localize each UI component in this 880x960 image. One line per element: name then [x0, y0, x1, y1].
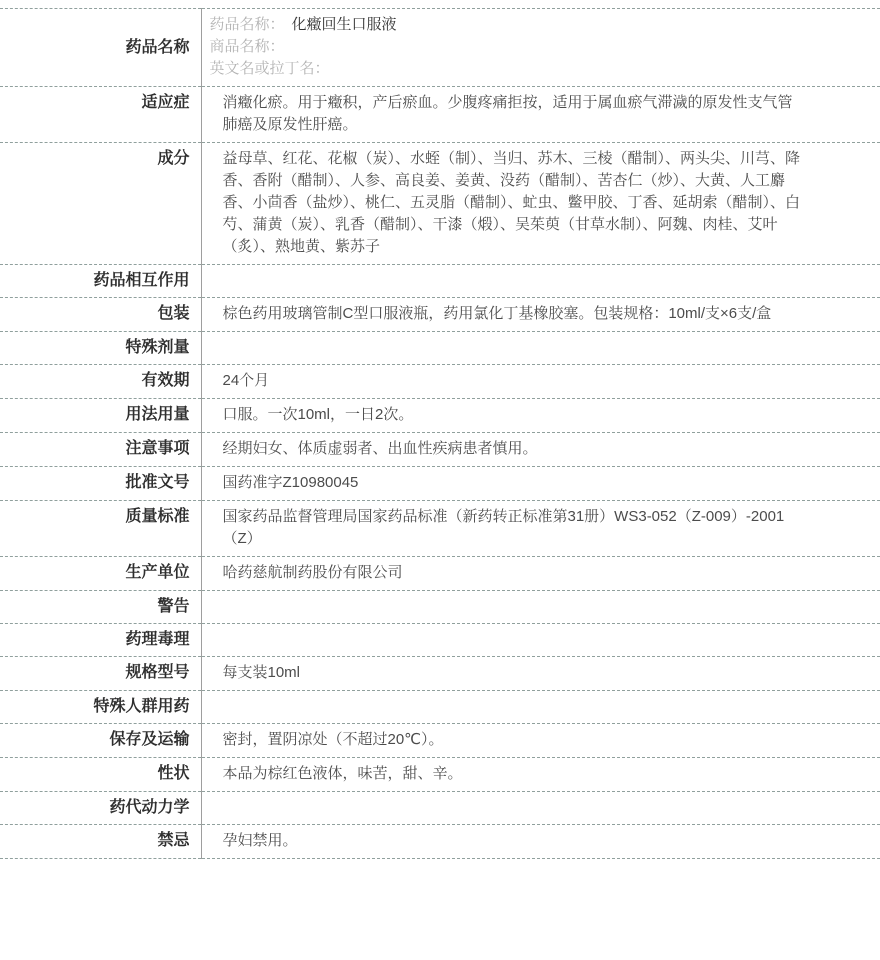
table-row: [0, 724, 880, 758]
row-value: 经期妇女、体质虚弱者、出血性疾病患者慎用。: [201, 433, 880, 467]
row-label: 药品相互作用: [0, 265, 201, 298]
table-row: [0, 143, 880, 265]
row-label: 成分: [0, 143, 201, 265]
row-label: 特殊人群用药: [0, 691, 201, 724]
row-label: 有效期: [0, 365, 201, 399]
table-row: [0, 87, 880, 143]
row-value: 哈药慈航制药股份有限公司: [201, 557, 880, 591]
trade-name-label: 商品名称：: [209, 38, 285, 55]
table-row: [0, 365, 880, 399]
row-value: 本品为棕红色液体，味苦，甜、辛。: [201, 758, 880, 792]
table-row: [0, 792, 880, 825]
table-row: [0, 265, 880, 298]
table-row: [0, 758, 880, 792]
row-value: 益母草、红花、花椒（炭）、水蛭（制）、当归、苏木、三棱（醋制）、两头尖、川芎、降香、香附（醋制）、人参、高良姜、姜黄、没药（醋制）、苦杏仁（炒）、大黄、人工麝香、小茴香（盐炒）、桃仁、五灵脂（醋制）、虻虫、鳖甲胶、丁香、延胡索（醋制）、白芍、蒲黄（炭）、乳香（醋制）、干漆（煅）、吴茱萸（甘草水制）、阿魏、肉桂、艾叶（炙）、熟地黄、紫苏子: [201, 143, 880, 265]
table-row: [0, 9, 880, 87]
row-label: 药品名称: [0, 9, 201, 87]
generic-name-value: 化癥回生口服液: [291, 16, 397, 33]
row-label: 适应症: [0, 87, 201, 143]
row-value: 每支装10ml: [201, 657, 880, 691]
row-label: 质量标准: [0, 501, 201, 557]
row-label: 禁忌: [0, 825, 201, 859]
row-label: 特殊剂量: [0, 332, 201, 365]
row-label: 规格型号: [0, 657, 201, 691]
table-row: [0, 825, 880, 859]
row-value: [201, 265, 880, 298]
row-value: 孕妇禁用。: [201, 825, 880, 859]
row-label: 批准文号: [0, 467, 201, 501]
row-value: 国药准字Z10980045: [201, 467, 880, 501]
row-value: 24个月: [201, 365, 880, 399]
row-value: 国家药品监督管理局国家药品标准（新药转正标准第31册）WS3-052（Z-009）-2001（Z）: [201, 501, 880, 557]
row-value: 口服。一次10ml，一日2次。: [201, 399, 880, 433]
generic-name-label: 药品名称：: [209, 16, 285, 33]
row-label: 性状: [0, 758, 201, 792]
row-value: 密封，置阴凉处（不超过20℃）。: [201, 724, 880, 758]
table-row: [0, 591, 880, 624]
table-row: [0, 467, 880, 501]
row-label: 生产单位: [0, 557, 201, 591]
row-label: 保存及运输: [0, 724, 201, 758]
table-row: [0, 501, 880, 557]
table-row: [0, 399, 880, 433]
row-label: 警告: [0, 591, 201, 624]
drug-name-cell: [201, 9, 880, 87]
row-value: [201, 691, 880, 724]
drug-info-table: [0, 8, 880, 859]
row-value: [201, 332, 880, 365]
generic-name-line: [210, 14, 806, 36]
english-name-label: 英文名或拉丁名：: [209, 60, 330, 77]
table-row: [0, 332, 880, 365]
row-label: 药代动力学: [0, 792, 201, 825]
row-value: [201, 591, 880, 624]
row-value: [201, 792, 880, 825]
row-value: [201, 624, 880, 657]
table-row: [0, 624, 880, 657]
row-label: 药理毒理: [0, 624, 201, 657]
table-row: [0, 433, 880, 467]
row-label: 注意事项: [0, 433, 201, 467]
table-row: [0, 657, 880, 691]
row-value: 消癥化瘀。用于癥积，产后瘀血。少腹疼痛拒按，适用于属血瘀气滞濊的原发性支气管肺癌及原发性肝癌。: [201, 87, 880, 143]
row-value: 棕色药用玻璃管制C型口服液瓶，药用氯化丁基橡胶塞。包装规格：10ml/支×6支/盒: [201, 298, 880, 332]
table-row: [0, 557, 880, 591]
table-row: [0, 298, 880, 332]
table-row: [0, 691, 880, 724]
row-label: 用法用量: [0, 399, 201, 433]
row-label: 包装: [0, 298, 201, 332]
